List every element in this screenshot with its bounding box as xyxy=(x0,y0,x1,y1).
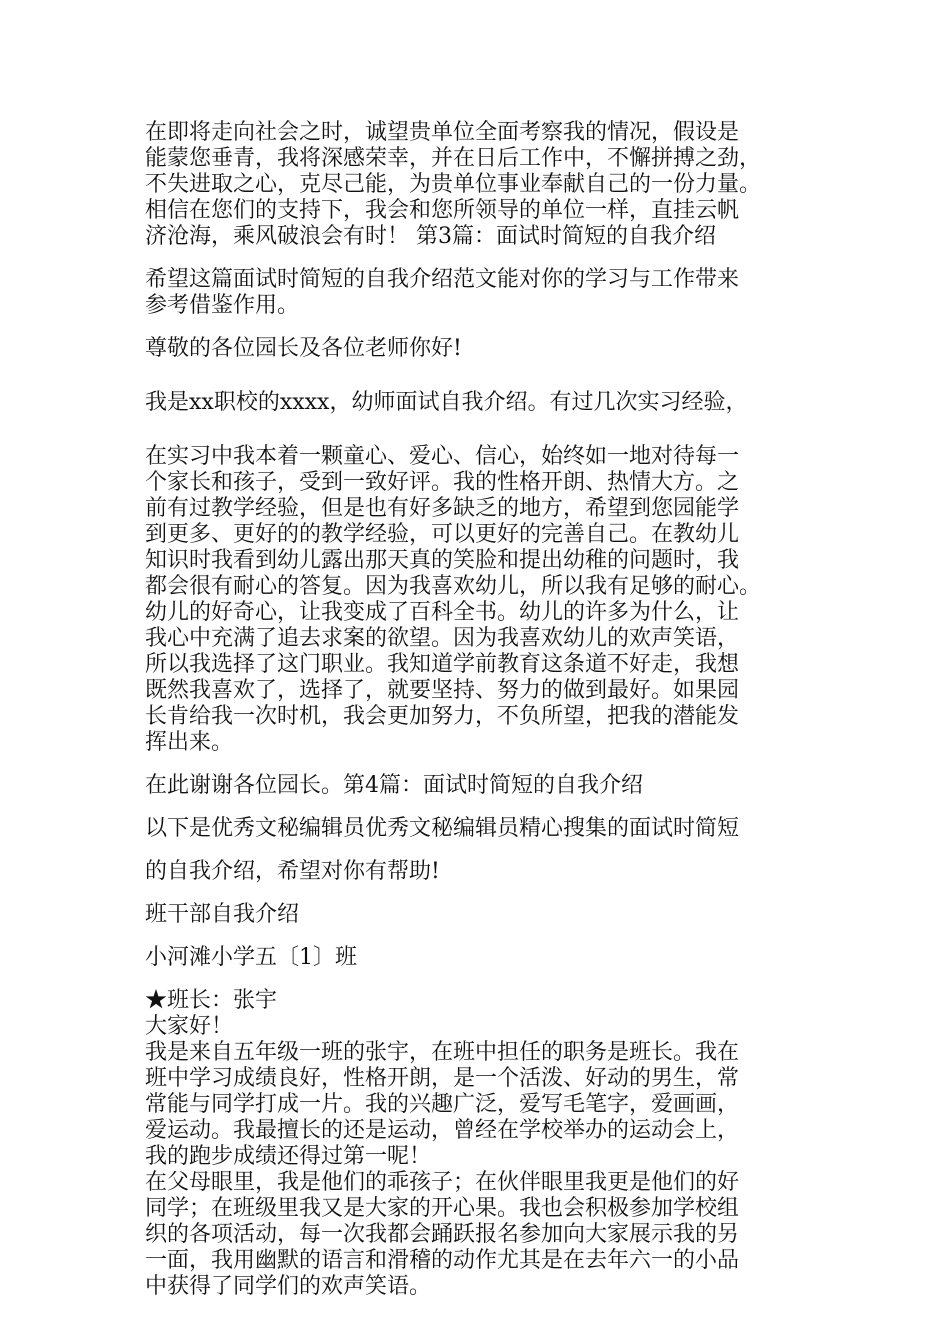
text-line: 常能与同学打成一片。我的兴趣广泛，爱写毛笔字，爱画画， xyxy=(145,1092,740,1117)
text-line: 班中学习成绩良好，性格开朗，是一个活泼、好动的男生，常 xyxy=(145,1066,740,1091)
paragraph-internship xyxy=(145,444,810,756)
paragraph-greeting xyxy=(145,336,810,362)
text-line: 我是xx职校的xxxx，幼师面试自我介绍。有过几次实习经验， xyxy=(145,390,748,415)
text-line: 班干部自我介绍 xyxy=(145,902,300,927)
text-line: 爱运动。我最擅长的还是运动，曾经在学校举办的运动会上， xyxy=(145,1118,740,1143)
text-line: 小河滩小学五〔1〕班 xyxy=(145,945,357,970)
text-line: 挥出来。 xyxy=(145,730,234,755)
paragraph-collection-note-cont xyxy=(145,859,810,885)
school-class-label xyxy=(145,945,810,971)
text-line: 不失进取之心，克尽己能，为贵单位事业奉献自己的一份力量。 xyxy=(145,172,762,197)
text-line: 到更多、更好的的教学经验，可以更好的完善自己。在教幼儿 xyxy=(145,522,740,547)
text-line: 以下是优秀文秘编辑员优秀文秘编辑员精心搜集的面试时简短 xyxy=(145,816,740,841)
section-title-class-cadre xyxy=(145,902,810,928)
text-line: ★班长：张宇 xyxy=(145,988,278,1013)
text-line: 我是来自五年级一班的张宇，在班中担任的职务是班长。我在 xyxy=(145,1040,740,1065)
text-line: 在父母眼里，我是他们的乖孩子；在伙伴眼里我更是他们的好 xyxy=(145,1170,740,1195)
text-line: 一面，我用幽默的语言和滑稽的动作尤其是在去年六一的小品 xyxy=(145,1248,740,1273)
text-line: 尊敬的各位园长及各位老师你好! xyxy=(145,336,462,361)
text-line: 同学；在班级里我又是大家的开心果。我也会积极参加学校组 xyxy=(145,1196,740,1221)
text-line: 我心中充满了追去求案的欲望。因为我喜欢幼儿的欢声笑语， xyxy=(145,626,740,651)
text-line: 织的各项活动，每一次我都会踊跃报名参加向大家展示我的另 xyxy=(145,1222,740,1247)
paragraph-self-intro xyxy=(145,390,810,416)
text-line: 知识时我看到幼儿露出那天真的笑脸和提出幼稚的问题时，我 xyxy=(145,548,740,573)
text-line: 在实习中我本着一颗童心、爱心、信心，始终如一地对待每一 xyxy=(145,444,740,469)
text-line: 都会很有耐心的答复。因为我喜欢幼儿，所以我有足够的耐心。 xyxy=(145,574,762,599)
paragraph-thanks xyxy=(145,773,810,799)
text-line: 希望这篇面试时简短的自我介绍范文能对你的学习与工作带来 xyxy=(145,267,740,292)
text-line: 大家好！ xyxy=(145,1014,234,1039)
text-line: 参考借鉴作用。 xyxy=(145,293,300,318)
paragraph-collection-note xyxy=(145,816,810,842)
paragraph-intro-hope xyxy=(145,267,810,319)
text-line: 幼儿的好奇心，让我变成了百科全书。幼儿的许多为什么，让 xyxy=(145,600,740,625)
text-line: 的自我介绍，希望对你有帮助! xyxy=(145,859,440,884)
text-line: 长肯给我一次时机，我会更加努力，不负所望，把我的潜能发 xyxy=(145,704,740,729)
text-line: 能蒙您垂青，我将深感荣幸，并在日后工作中，不懈拼搏之劲， xyxy=(145,146,762,171)
document-body xyxy=(145,120,810,1300)
text-line: 中获得了同学们的欢声笑语。 xyxy=(145,1274,432,1299)
text-line: 在此谢谢各位园长。第4篇：面试时简短的自我介绍 xyxy=(145,773,643,798)
paragraph-closing-statement xyxy=(145,120,810,250)
text-line: 相信在您们的支持下，我会和您所领导的单位一样，直挂云帆 xyxy=(145,198,740,223)
text-line: 济沧海，乘风破浪会有时！ 第3篇：面试时简短的自我介绍 xyxy=(145,224,716,249)
text-line: 所以我选择了这门职业。我知道学前教育这条道不好走，我想 xyxy=(145,652,740,677)
text-line: 既然我喜欢了，选择了，就要坚持、努力的做到最好。如果园 xyxy=(145,678,740,703)
text-line: 在即将走向社会之时，诚望贵单位全面考察我的情况，假设是 xyxy=(145,120,740,145)
text-line: 我的跑步成绩还得过第一呢！ xyxy=(145,1144,432,1169)
text-line: 前有过教学经验，但是也有好多缺乏的地方，希望到您园能学 xyxy=(145,496,740,521)
paragraph-monitor-intro xyxy=(145,988,810,1300)
text-line: 个家长和孩子，受到一致好评。我的性格开朗、热情大方。之 xyxy=(145,470,740,495)
